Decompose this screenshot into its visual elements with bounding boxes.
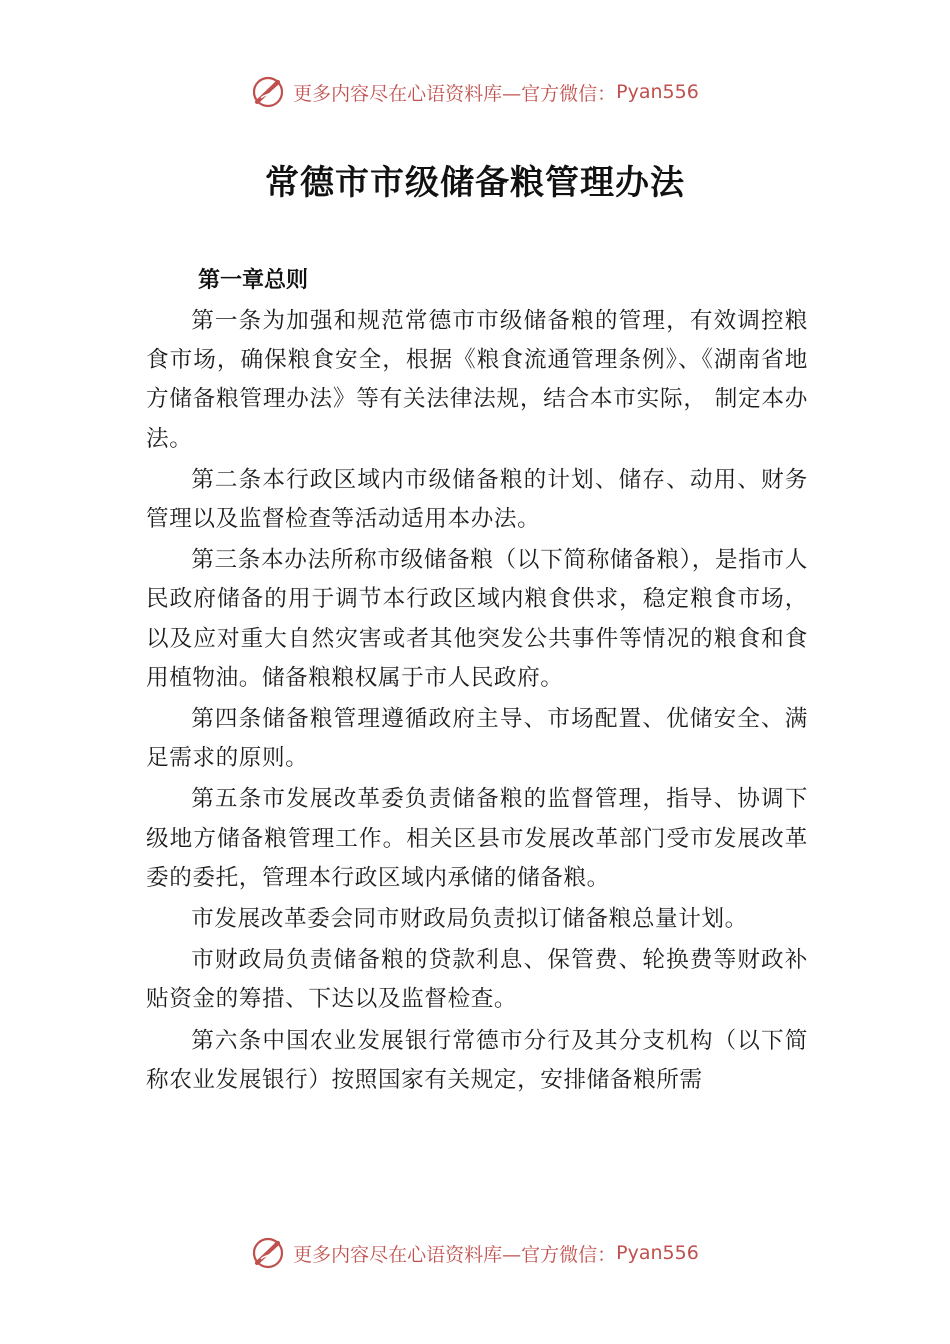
- paragraph-article-1: 第一条为加强和规范常德市市级储备粮的管理，有效调控粮食市场，确保粮食安全，根据《粮食流通管理条例》、《湖南省地方储备粮管理办法》等有关法律法规，结合本市实际， 制定本办法。: [146, 308, 808, 452]
- watermark-text: 更多内容尽在心语资料库—官方微信：: [293, 1243, 617, 1266]
- watermark-text: 更多内容尽在心语资料库—官方微信：: [293, 82, 617, 105]
- document-body: [146, 262, 808, 1102]
- watermark-wechat-id: Pyan556: [616, 81, 699, 103]
- paragraph-article-4: 第四条储备粮管理遵循政府主导、市场配置、优储安全、满足需求的原则。: [146, 706, 808, 772]
- paragraph-article-6: 第六条中国农业发展银行常德市分行及其分支机构（以下简称农业发展银行）按照国家有关规定，安排储备粮所需: [146, 1027, 808, 1093]
- watermark-footer: [0, 1233, 950, 1273]
- brush-circle-logo-icon: [251, 75, 285, 109]
- paragraph-article-5-clause-3: 市财政局负责储备粮的贷款利息、保管费、轮换费等财政补贴资金的筹措、下达以及监督检查。: [146, 947, 808, 1013]
- paragraph-article-3: 第三条本办法所称市级储备粮（以下简称储备粮），是指市人民政府储备的用于调节本行政区域内粮食供求，稳定粮食市场，以及应对重大自然灾害或者其他突发公共事件等情况的粮食和食用植物油。储备粮粮权属于市人民政府。: [146, 547, 808, 691]
- document-title: 常德市市级储备粮管理办法: [265, 163, 685, 203]
- watermark-header: [0, 72, 950, 112]
- paragraph-article-5-clause-2: 市发展改革委会同市财政局负责拟订储备粮总量计划。: [191, 906, 748, 933]
- brush-circle-logo-icon: [251, 1236, 285, 1270]
- paragraph-article-5: 第五条市发展改革委负责储备粮的监督管理，指导、协调下级地方储备粮管理工作。相关区县市发展改革部门受市发展改革委的委托，管理本行政区域内承储的储备粮。: [146, 786, 808, 891]
- paragraph-article-2: 第二条本行政区域内市级储备粮的计划、储存、动用、财务管理以及监督检查等活动适用本办法。: [146, 466, 808, 533]
- chapter-heading: 第一章总则: [198, 268, 309, 293]
- watermark-wechat-id: Pyan556: [616, 1242, 699, 1264]
